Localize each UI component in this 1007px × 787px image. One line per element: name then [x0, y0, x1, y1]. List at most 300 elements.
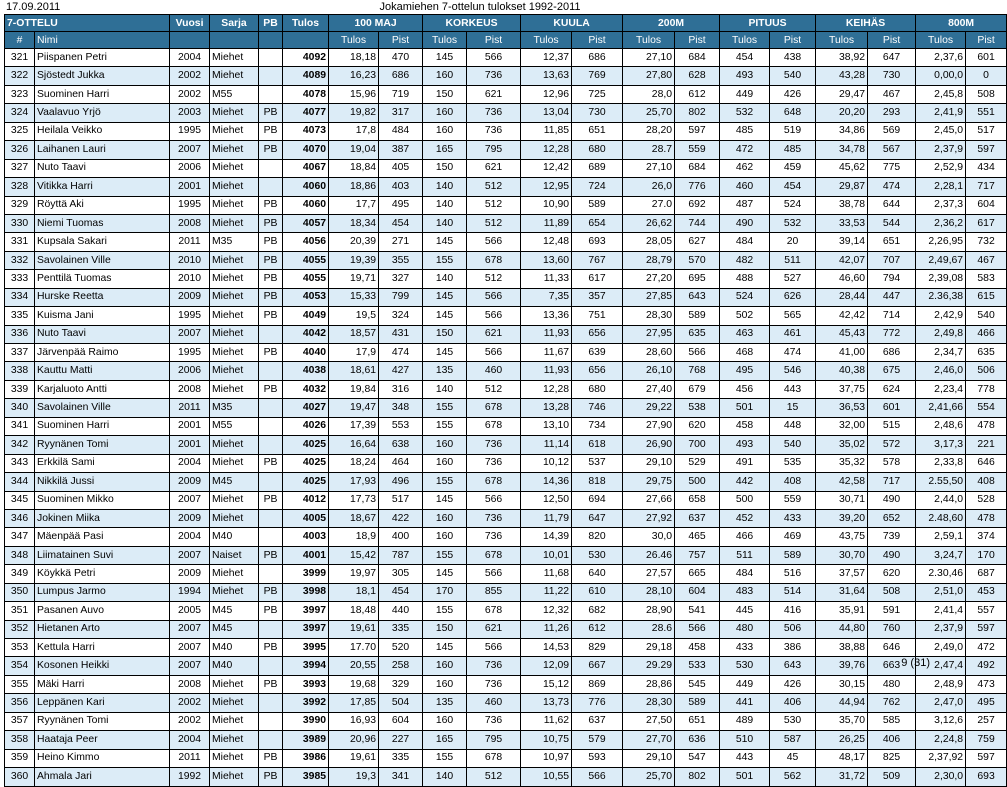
cell-korkeus-result: 145	[423, 233, 467, 251]
cell-pituus-points: 426	[770, 85, 816, 103]
cell-800m-result: 2,41,4	[916, 602, 966, 620]
cell-korkeus-result: 150	[423, 85, 467, 103]
cell-100maj-result: 18,18	[329, 49, 379, 67]
cell-rank: 340	[5, 399, 35, 417]
cell-total: 3997	[283, 602, 329, 620]
cell-keihas-result: 33,53	[816, 214, 868, 232]
cell-100maj-result: 18,24	[329, 454, 379, 472]
cell-keihas-points: 490	[868, 546, 916, 564]
cell-200m-result: 28,60	[623, 344, 675, 362]
cell-200m-points: 684	[675, 159, 720, 177]
cell-keihas-points: 601	[868, 399, 916, 417]
cell-kuula-points: 820	[572, 528, 623, 546]
cell-rank: 341	[5, 417, 35, 435]
cell-keihas-points: 406	[868, 731, 916, 749]
table-row	[5, 675, 1007, 693]
cell-total: 3992	[283, 694, 329, 712]
cell-kuula-points: 654	[572, 214, 623, 232]
cell-keihas-points: 775	[868, 159, 916, 177]
cell-pituus-result: 483	[720, 583, 770, 601]
cell-korkeus-points: 512	[467, 178, 521, 196]
cell-pituus-points: 648	[770, 104, 816, 122]
cell-pituus-points: 408	[770, 473, 816, 491]
cell-100maj-points: 316	[379, 380, 423, 398]
cell-total: 4005	[283, 509, 329, 527]
cell-100maj-result: 17,9	[329, 344, 379, 362]
cell-name: Pasanen Auvo	[35, 602, 170, 620]
cell-pb: PB	[259, 288, 283, 306]
cell-200m-points: 597	[675, 122, 720, 140]
cell-200m-result: 27,70	[623, 731, 675, 749]
cell-total: 4003	[283, 528, 329, 546]
cell-series: Miehet	[210, 288, 259, 306]
table-row	[5, 49, 1007, 67]
cell-korkeus-result: 145	[423, 565, 467, 583]
cell-pb: PB	[259, 602, 283, 620]
table-row	[5, 620, 1007, 638]
cell-total: 4067	[283, 159, 329, 177]
cell-series: Naiset	[210, 546, 259, 564]
cell-korkeus-points: 566	[467, 639, 521, 657]
cell-rank: 343	[5, 454, 35, 472]
cell-100maj-result: 20,55	[329, 657, 379, 675]
table-row	[5, 528, 1007, 546]
cell-kuula-result: 7,35	[521, 288, 572, 306]
cell-200m-points: 566	[675, 344, 720, 362]
cell-year: 2011	[170, 399, 210, 417]
table-row	[5, 178, 1007, 196]
cell-series: Miehet	[210, 344, 259, 362]
cell-100maj-points: 470	[379, 49, 423, 67]
cell-200m-result: 26,10	[623, 362, 675, 380]
cell-100maj-points: 719	[379, 85, 423, 103]
cell-year: 2007	[170, 491, 210, 509]
cell-100maj-result: 19,82	[329, 104, 379, 122]
cell-keihas-points: 569	[868, 122, 916, 140]
cell-total: 3998	[283, 583, 329, 601]
cell-year: 2002	[170, 712, 210, 730]
cell-kuula-points: 593	[572, 749, 623, 767]
cell-kuula-result: 11,93	[521, 325, 572, 343]
cell-series: M40	[210, 639, 259, 657]
cell-total: 4055	[283, 270, 329, 288]
cell-100maj-result: 19,47	[329, 399, 379, 417]
cell-name: Ryynänen Tomi	[35, 712, 170, 730]
cell-korkeus-points: 621	[467, 620, 521, 638]
cell-korkeus-result: 170	[423, 583, 467, 601]
cell-pb	[259, 657, 283, 675]
cell-kuula-points: 530	[572, 546, 623, 564]
cell-800m-result: 2,52,9	[916, 159, 966, 177]
cell-100maj-result: 19,71	[329, 270, 379, 288]
cell-kuula-result: 13,63	[521, 67, 572, 85]
cell-pituus-points: 438	[770, 49, 816, 67]
cell-200m-result: 28,30	[623, 307, 675, 325]
cell-800m-points: 557	[966, 602, 1007, 620]
cell-korkeus-result: 155	[423, 251, 467, 269]
cell-pb: PB	[259, 270, 283, 288]
cell-100maj-result: 15,33	[329, 288, 379, 306]
cell-keihas-result: 44,80	[816, 620, 868, 638]
cell-pb: PB	[259, 141, 283, 159]
cell-keihas-points: 480	[868, 675, 916, 693]
cell-year: 2004	[170, 731, 210, 749]
cell-total: 3985	[283, 768, 329, 786]
cell-keihas-result: 42,42	[816, 307, 868, 325]
cell-rank: 344	[5, 473, 35, 491]
table-row	[5, 768, 1007, 786]
cell-800m-points: 495	[966, 694, 1007, 712]
header-sub: Tulos	[521, 32, 572, 49]
cell-pituus-points: 506	[770, 620, 816, 638]
cell-200m-result: 27,20	[623, 270, 675, 288]
cell-100maj-points: 271	[379, 233, 423, 251]
cell-korkeus-points: 736	[467, 712, 521, 730]
table-row	[5, 344, 1007, 362]
cell-pituus-points: 511	[770, 251, 816, 269]
cell-series: M55	[210, 85, 259, 103]
cell-korkeus-result: 140	[423, 178, 467, 196]
cell-name: Hietanen Arto	[35, 620, 170, 638]
cell-kuula-result: 11,79	[521, 509, 572, 527]
cell-total: 4092	[283, 49, 329, 67]
cell-200m-result: 28.6	[623, 620, 675, 638]
cell-series: Miehet	[210, 251, 259, 269]
cell-pituus-result: 484	[720, 233, 770, 251]
cell-keihas-result: 43,75	[816, 528, 868, 546]
table-row	[5, 473, 1007, 491]
cell-year: 2006	[170, 159, 210, 177]
header-row-events	[5, 15, 1007, 32]
cell-korkeus-result: 160	[423, 454, 467, 472]
cell-800m-result: 3,12,6	[916, 712, 966, 730]
cell-200m-result: 29.29	[623, 657, 675, 675]
cell-100maj-result: 18,34	[329, 214, 379, 232]
cell-200m-points: 589	[675, 694, 720, 712]
cell-rank: 334	[5, 288, 35, 306]
cell-kuula-points: 639	[572, 344, 623, 362]
cell-800m-result: 2,47,0	[916, 694, 966, 712]
cell-year: 2002	[170, 85, 210, 103]
cell-keihas-result: 20,20	[816, 104, 868, 122]
cell-200m-result: 26,62	[623, 214, 675, 232]
cell-800m-result: 2,37,6	[916, 49, 966, 67]
cell-200m-points: 538	[675, 399, 720, 417]
cell-keihas-result: 38,88	[816, 639, 868, 657]
cell-100maj-result: 17,73	[329, 491, 379, 509]
cell-800m-result: 2,45,0	[916, 122, 966, 140]
cell-200m-points: 604	[675, 583, 720, 601]
cell-total: 4025	[283, 473, 329, 491]
header-pb: PB	[259, 15, 283, 32]
cell-pituus-points: 643	[770, 657, 816, 675]
cell-200m-result: 29,10	[623, 749, 675, 767]
cell-series: Miehet	[210, 178, 259, 196]
cell-korkeus-result: 160	[423, 712, 467, 730]
cell-korkeus-result: 145	[423, 307, 467, 325]
cell-800m-result: 2,34,7	[916, 344, 966, 362]
cell-year: 2004	[170, 528, 210, 546]
cell-800m-result: 2,37,92	[916, 749, 966, 767]
cell-pituus-result: 452	[720, 509, 770, 527]
cell-kuula-result: 13,36	[521, 307, 572, 325]
cell-pb: PB	[259, 749, 283, 767]
cell-rank: 333	[5, 270, 35, 288]
cell-series: M45	[210, 620, 259, 638]
cell-name: Hurske Reetta	[35, 288, 170, 306]
cell-800m-points: 434	[966, 159, 1007, 177]
table-row	[5, 417, 1007, 435]
cell-100maj-result: 20,39	[329, 233, 379, 251]
cell-200m-result: 27,57	[623, 565, 675, 583]
header-sub: Pist	[467, 32, 521, 49]
cell-keihas-result: 48,17	[816, 749, 868, 767]
table-row	[5, 307, 1007, 325]
table-row	[5, 731, 1007, 749]
cell-name: Penttilä Tuomas	[35, 270, 170, 288]
cell-200m-result: 27,80	[623, 67, 675, 85]
cell-800m-points: 597	[966, 749, 1007, 767]
cell-800m-result: 2,30,0	[916, 768, 966, 786]
cell-100maj-points: 553	[379, 417, 423, 435]
cell-pituus-result: 466	[720, 528, 770, 546]
cell-keihas-result: 38,92	[816, 49, 868, 67]
cell-kuula-result: 14,39	[521, 528, 572, 546]
cell-korkeus-result: 145	[423, 491, 467, 509]
cell-kuula-result: 13,10	[521, 417, 572, 435]
cell-keihas-result: 39,14	[816, 233, 868, 251]
cell-800m-result: 2,51,0	[916, 583, 966, 601]
cell-800m-points: 693	[966, 768, 1007, 786]
cell-keihas-result: 29,87	[816, 178, 868, 196]
cell-200m-points: 679	[675, 380, 720, 398]
header-total: Tulos	[283, 15, 329, 32]
cell-name: Kettula Harri	[35, 639, 170, 657]
cell-series: Miehet	[210, 675, 259, 693]
cell-800m-points: 472	[966, 639, 1007, 657]
table-row	[5, 122, 1007, 140]
cell-100maj-points: 324	[379, 307, 423, 325]
cell-year: 2007	[170, 325, 210, 343]
cell-100maj-points: 258	[379, 657, 423, 675]
cell-keihas-points: 651	[868, 233, 916, 251]
table-row	[5, 454, 1007, 472]
cell-pb: PB	[259, 104, 283, 122]
cell-korkeus-points: 621	[467, 325, 521, 343]
cell-200m-result: 27,85	[623, 288, 675, 306]
cell-100maj-points: 799	[379, 288, 423, 306]
table-row	[5, 233, 1007, 251]
cell-korkeus-result: 140	[423, 270, 467, 288]
cell-kuula-points: 680	[572, 380, 623, 398]
cell-200m-result: 28.7	[623, 141, 675, 159]
cell-pb	[259, 694, 283, 712]
cell-series: M40	[210, 528, 259, 546]
cell-200m-points: 802	[675, 104, 720, 122]
cell-kuula-result: 12,95	[521, 178, 572, 196]
cell-200m-points: 465	[675, 528, 720, 546]
cell-rank: 325	[5, 122, 35, 140]
cell-kuula-result: 12,37	[521, 49, 572, 67]
cell-800m-points: 467	[966, 251, 1007, 269]
cell-year: 1992	[170, 768, 210, 786]
cell-pb: PB	[259, 122, 283, 140]
cell-100maj-result: 18,57	[329, 325, 379, 343]
cell-pb: PB	[259, 214, 283, 232]
cell-pituus-result: 454	[720, 49, 770, 67]
cell-200m-result: 29,22	[623, 399, 675, 417]
cell-kuula-points: 724	[572, 178, 623, 196]
cell-800m-result: 2,49,67	[916, 251, 966, 269]
cell-series: Miehet	[210, 565, 259, 583]
cell-100maj-points: 400	[379, 528, 423, 546]
cell-pituus-points: 514	[770, 583, 816, 601]
cell-kuula-result: 10,01	[521, 546, 572, 564]
cell-pituus-points: 461	[770, 325, 816, 343]
cell-100maj-points: 495	[379, 196, 423, 214]
cell-200m-points: 802	[675, 768, 720, 786]
cell-pituus-result: 485	[720, 122, 770, 140]
cell-name: Ahmala Jari	[35, 768, 170, 786]
cell-korkeus-points: 736	[467, 67, 521, 85]
cell-rank: 339	[5, 380, 35, 398]
cell-year: 2009	[170, 473, 210, 491]
cell-pb	[259, 436, 283, 454]
cell-keihas-result: 46,60	[816, 270, 868, 288]
cell-series: M35	[210, 233, 259, 251]
cell-name: Vitikka Harri	[35, 178, 170, 196]
cell-series: Miehet	[210, 141, 259, 159]
cell-pituus-points: 443	[770, 380, 816, 398]
cell-100maj-result: 17,85	[329, 694, 379, 712]
cell-100maj-points: 329	[379, 675, 423, 693]
cell-keihas-points: 644	[868, 196, 916, 214]
cell-rank: 345	[5, 491, 35, 509]
cell-pituus-points: 474	[770, 344, 816, 362]
cell-korkeus-points: 678	[467, 749, 521, 767]
cell-200m-points: 744	[675, 214, 720, 232]
cell-pituus-points: 448	[770, 417, 816, 435]
cell-series: Miehet	[210, 768, 259, 786]
cell-keihas-result: 28,44	[816, 288, 868, 306]
cell-pb: PB	[259, 196, 283, 214]
cell-kuula-points: 776	[572, 694, 623, 712]
cell-800m-result: 2,44,0	[916, 491, 966, 509]
cell-100maj-points: 464	[379, 454, 423, 472]
cell-series: Miehet	[210, 325, 259, 343]
cell-kuula-result: 11,14	[521, 436, 572, 454]
cell-100maj-points: 517	[379, 491, 423, 509]
cell-100maj-result: 17,8	[329, 122, 379, 140]
header-sub: Tulos	[329, 32, 379, 49]
cell-pituus-result: 462	[720, 159, 770, 177]
table-row	[5, 214, 1007, 232]
cell-year: 2011	[170, 233, 210, 251]
cell-pituus-result: 449	[720, 675, 770, 693]
cell-name: Erkkilä Sami	[35, 454, 170, 472]
cell-pb	[259, 473, 283, 491]
cell-series: Miehet	[210, 67, 259, 85]
cell-korkeus-result: 155	[423, 602, 467, 620]
header-blank	[210, 32, 259, 49]
cell-kuula-result: 12,50	[521, 491, 572, 509]
cell-200m-points: 612	[675, 85, 720, 103]
cell-keihas-result: 42,58	[816, 473, 868, 491]
cell-kuula-result: 12,48	[521, 233, 572, 251]
cell-pb	[259, 417, 283, 435]
cell-keihas-result: 39,76	[816, 657, 868, 675]
cell-800m-points: 0	[966, 67, 1007, 85]
cell-year: 2001	[170, 417, 210, 435]
cell-series: Miehet	[210, 214, 259, 232]
cell-keihas-points: 585	[868, 712, 916, 730]
cell-name: Mäenpää Pasi	[35, 528, 170, 546]
cell-800m-points: 506	[966, 362, 1007, 380]
cell-pb: PB	[259, 251, 283, 269]
cell-year: 1995	[170, 307, 210, 325]
cell-100maj-points: 403	[379, 178, 423, 196]
cell-800m-result: 2,41,66	[916, 399, 966, 417]
cell-200m-result: 30,0	[623, 528, 675, 546]
cell-korkeus-points: 678	[467, 399, 521, 417]
cell-kuula-result: 11,85	[521, 122, 572, 140]
cell-total: 4026	[283, 417, 329, 435]
cell-keihas-result: 26,25	[816, 731, 868, 749]
cell-korkeus-points: 512	[467, 214, 521, 232]
cell-series: Miehet	[210, 712, 259, 730]
cell-korkeus-points: 736	[467, 454, 521, 472]
table-row	[5, 67, 1007, 85]
cell-pituus-result: 449	[720, 85, 770, 103]
cell-rank: 337	[5, 344, 35, 362]
cell-pb: PB	[259, 675, 283, 693]
cell-200m-result: 28,20	[623, 122, 675, 140]
header-blank	[170, 32, 210, 49]
cell-800m-points: 597	[966, 620, 1007, 638]
cell-korkeus-points: 736	[467, 122, 521, 140]
cell-200m-points: 684	[675, 49, 720, 67]
header-kuula: KUULA	[521, 15, 623, 32]
cell-name: Ryynänen Tomi	[35, 436, 170, 454]
cell-korkeus-points: 512	[467, 768, 521, 786]
cell-korkeus-result: 155	[423, 399, 467, 417]
cell-korkeus-points: 736	[467, 509, 521, 527]
cell-100maj-result: 18,48	[329, 602, 379, 620]
cell-kuula-points: 357	[572, 288, 623, 306]
cell-name: Lumpus Jarmo	[35, 583, 170, 601]
header-name: Nimi	[35, 32, 170, 49]
cell-korkeus-result: 160	[423, 528, 467, 546]
cell-pb	[259, 159, 283, 177]
cell-800m-points: 687	[966, 565, 1007, 583]
cell-total: 4060	[283, 196, 329, 214]
cell-200m-points: 559	[675, 141, 720, 159]
cell-800m-result: 2.30,46	[916, 565, 966, 583]
table-row	[5, 749, 1007, 767]
cell-korkeus-result: 155	[423, 473, 467, 491]
cell-kuula-points: 647	[572, 509, 623, 527]
cell-800m-points: 257	[966, 712, 1007, 730]
cell-korkeus-result: 150	[423, 325, 467, 343]
cell-rank: 352	[5, 620, 35, 638]
cell-800m-points: 466	[966, 325, 1007, 343]
cell-200m-points: 566	[675, 620, 720, 638]
cell-kuula-result: 11,26	[521, 620, 572, 638]
cell-name: Nuto Taavi	[35, 159, 170, 177]
cell-keihas-result: 35,70	[816, 712, 868, 730]
cell-200m-result: 28,79	[623, 251, 675, 269]
cell-200m-result: 25,70	[623, 104, 675, 122]
